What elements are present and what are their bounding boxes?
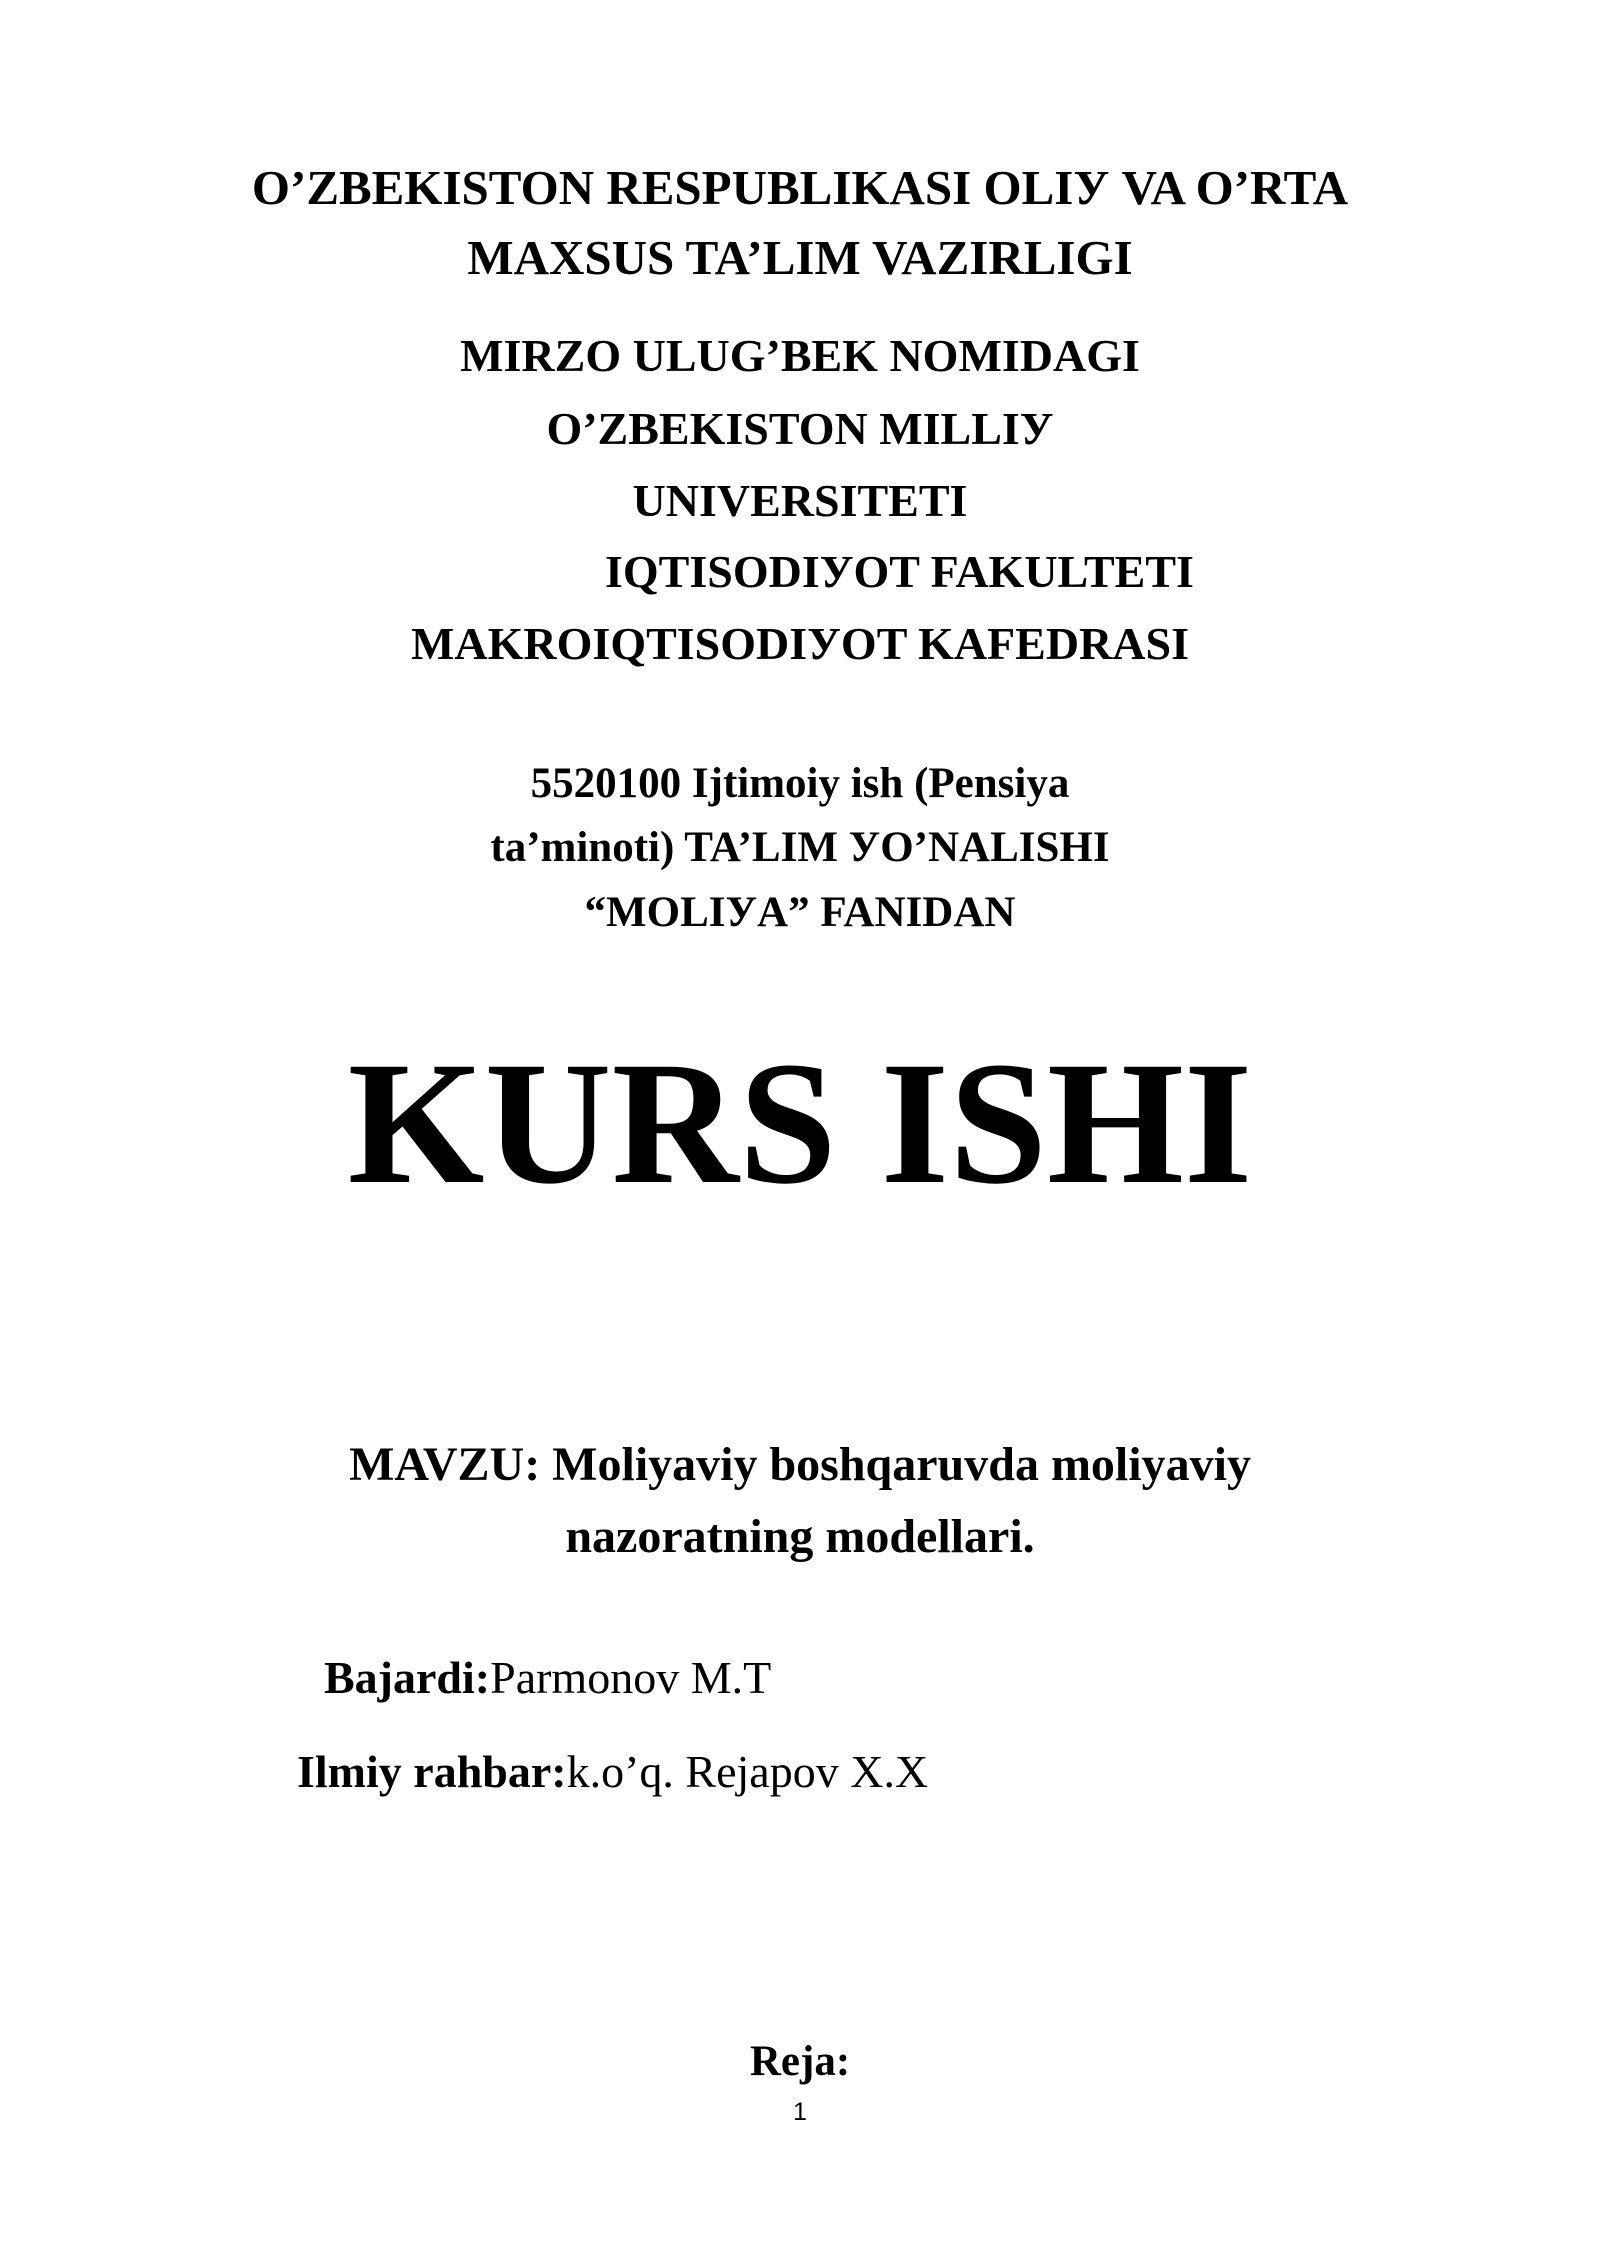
supervisor-label: Ilmiy rahbar: xyxy=(297,1746,567,1797)
author-value: Parmonov M.T xyxy=(490,1652,772,1703)
university-line-1: MIRZO ULUG’BEK NOMIDAGI xyxy=(460,330,1140,381)
supervisor-value: k.o’q. Rejapov X.X xyxy=(566,1746,929,1797)
university-line-3: UNIVERSITETI xyxy=(632,475,968,526)
direction-line-3: “MOLIУA” FANIDAN xyxy=(584,889,1016,936)
faculty-name: IQTISODIУOT FAKULTETI xyxy=(605,546,1194,597)
topic-line-2: nazoratning modellari. xyxy=(565,1510,1035,1563)
topic-line-1: MAVZU: Moliyaviy boshqaruvda moliyaviy xyxy=(349,1438,1251,1491)
author-row xyxy=(324,1652,772,1703)
plan-heading: Reja: xyxy=(749,2038,851,2085)
department-name: MAKROIQTISODIУOT KAFEDRASI xyxy=(411,618,1189,669)
direction-line-1: 5520100 Ijtimoiy ish (Pensiya xyxy=(530,760,1070,807)
ministry-line-1: O’ZBEKISTON RESPUBLIKASI OLIУ VA O’RTA xyxy=(251,160,1349,215)
author-label: Bajardi: xyxy=(324,1652,491,1703)
ministry-line-2: MAXSUS TA’LIM VAZIRLIGI xyxy=(467,230,1133,285)
page-number: 1 xyxy=(793,2098,807,2126)
supervisor-row xyxy=(297,1746,929,1797)
document-title: KURS ISHI xyxy=(347,1026,1253,1221)
direction-line-2: ta’minoti) TA’LIM УO’NALISHI xyxy=(490,824,1110,871)
university-line-2: O’ZBEKISTON MILLIУ xyxy=(546,403,1054,454)
